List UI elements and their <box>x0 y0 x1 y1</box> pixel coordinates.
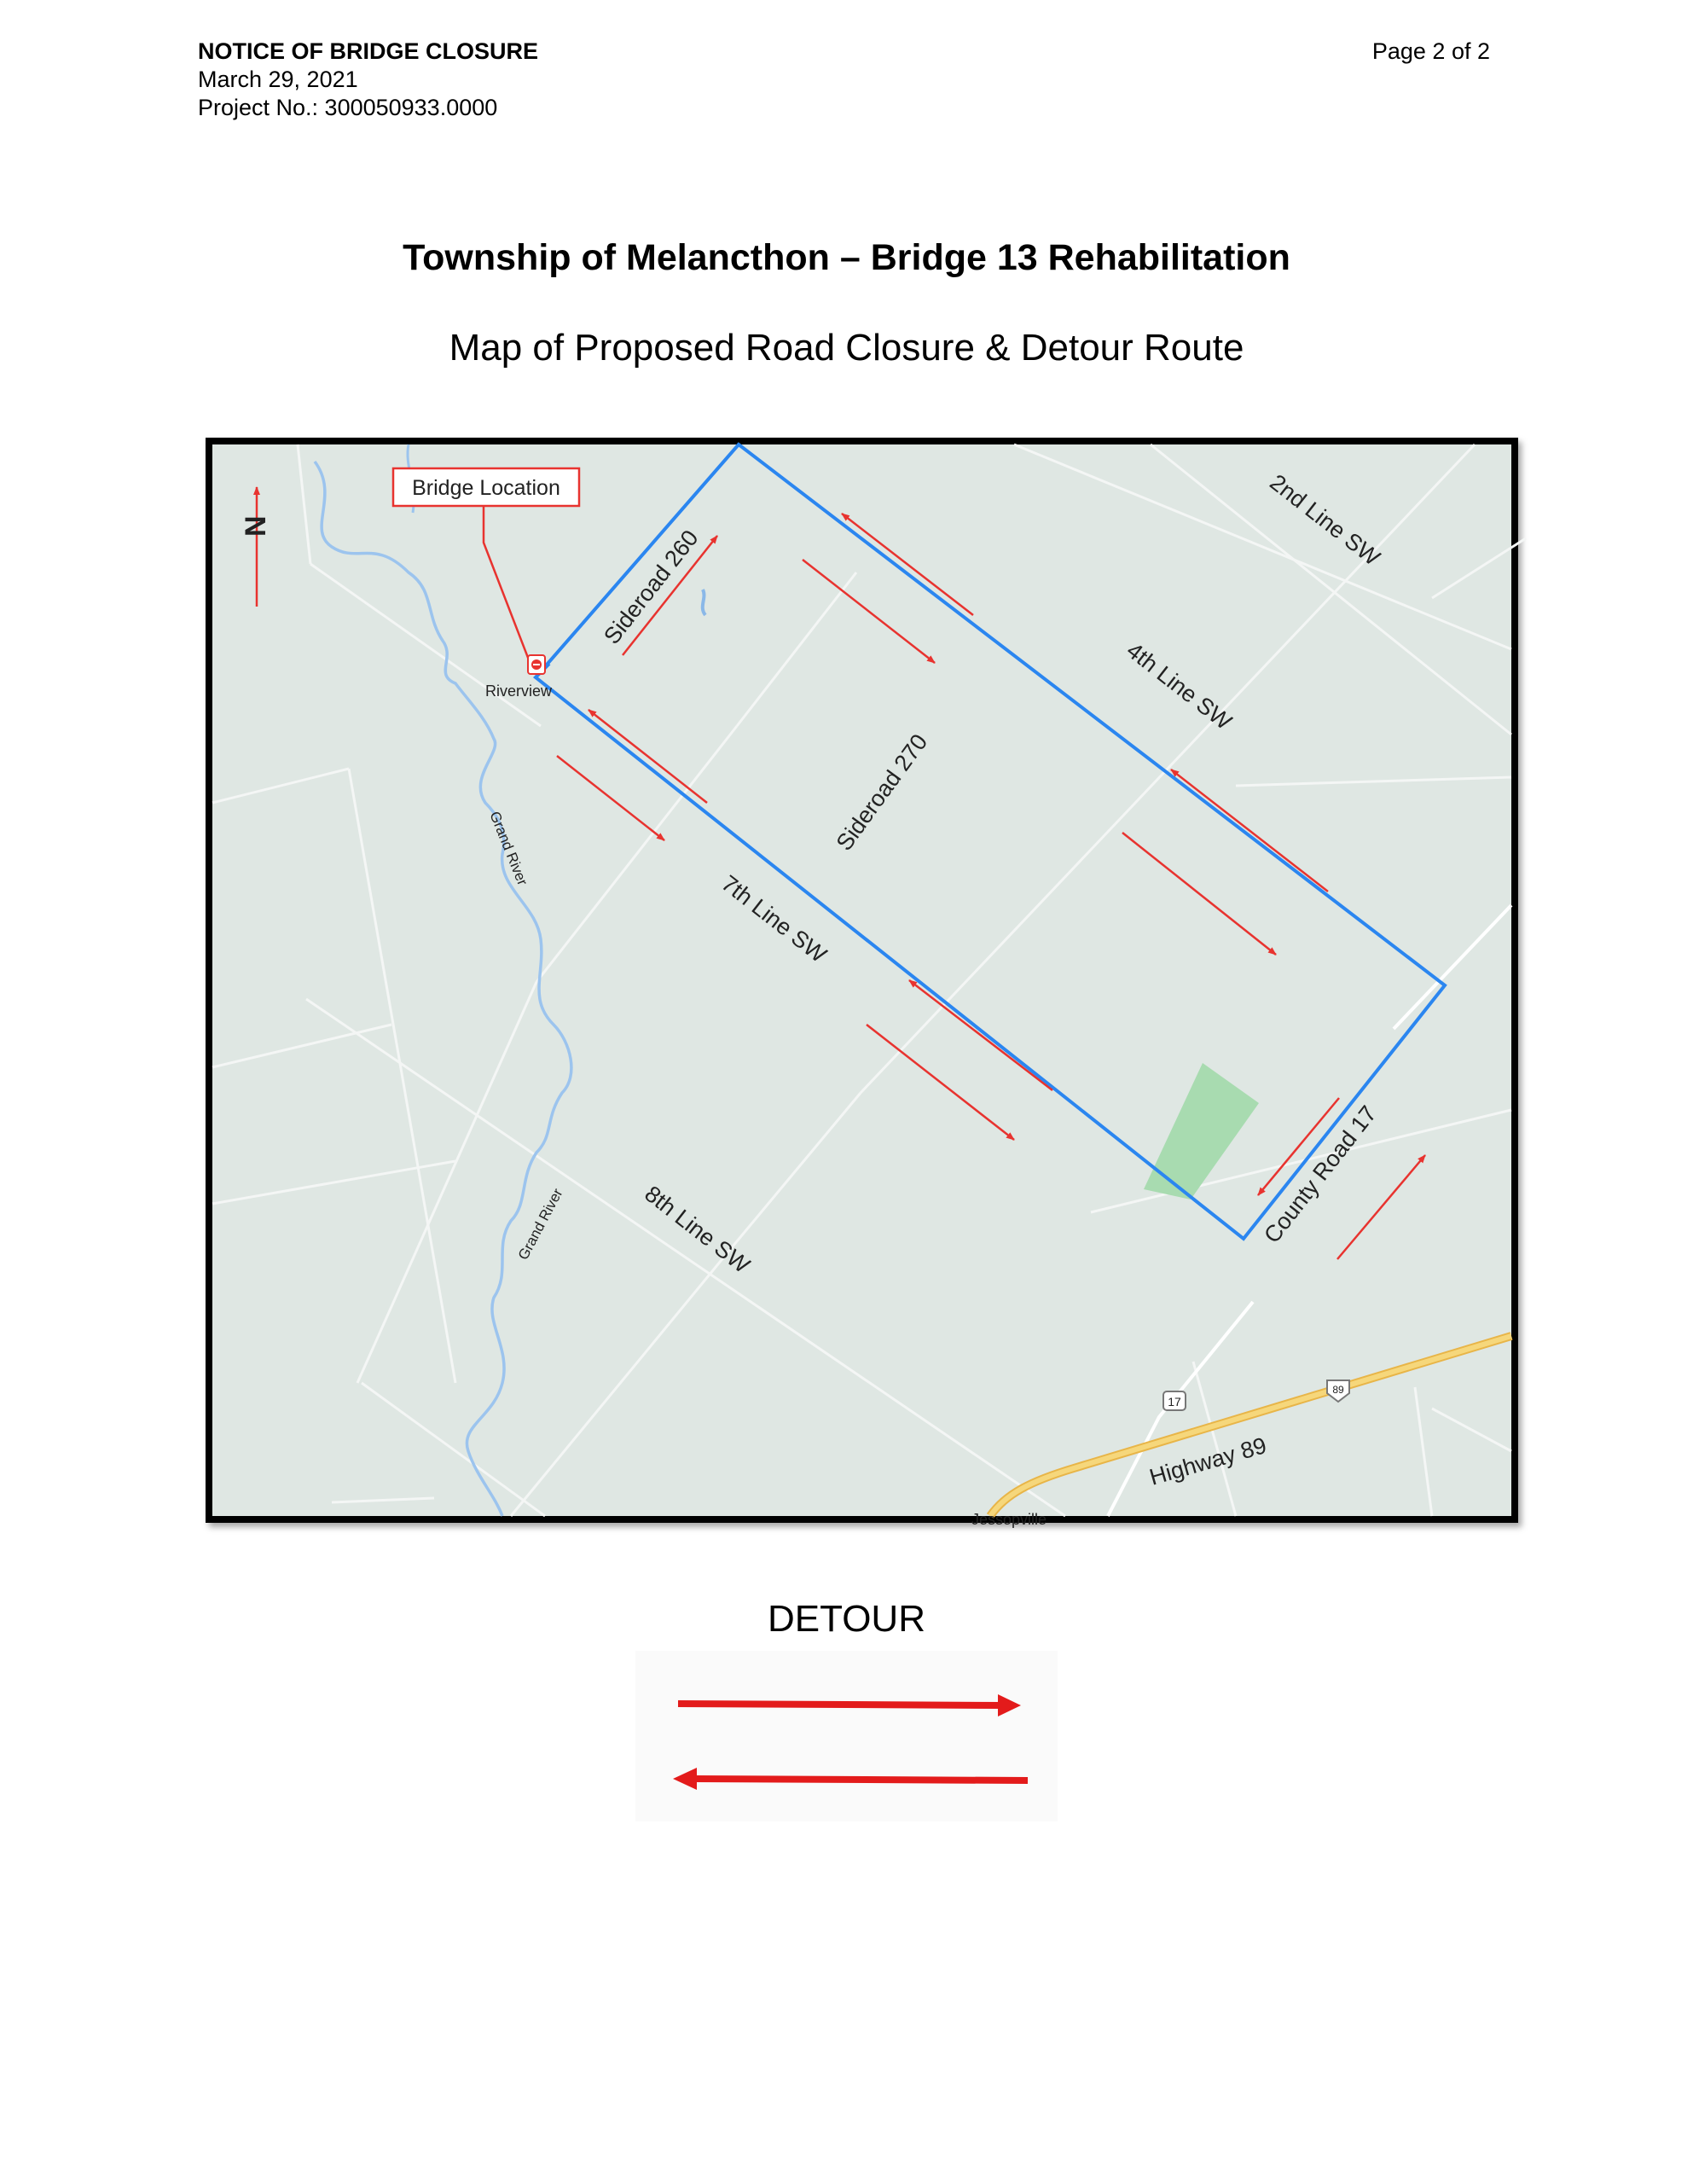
jessopville-label: Jessopville <box>971 1511 1047 1528</box>
road-label-7th-line: 7th Line SW <box>716 870 832 968</box>
highway-89-shield-icon <box>1327 1380 1349 1402</box>
road-label-8th-line: 8th Line SW <box>640 1181 755 1279</box>
legend-arrows <box>635 1651 1058 1821</box>
legend-title: DETOUR <box>768 1598 925 1640</box>
map-canvas <box>212 444 1511 1528</box>
pond <box>703 590 705 615</box>
document-header-left <box>198 38 538 122</box>
road-label-highway-89: Highway 89 <box>1146 1432 1270 1490</box>
page-title: Township of Melancthon – Bridge 13 Rehabilitation <box>403 237 1290 278</box>
detour-arrows <box>257 487 1425 1259</box>
road-label-4th-line: 4th Line SW <box>1122 637 1237 735</box>
legend-arrow-left-icon <box>673 1768 1028 1790</box>
park-area <box>1144 1063 1259 1199</box>
project-number: Project No.: 300050933.0000 <box>198 95 498 120</box>
road-label-county-road-17: County Road 17 <box>1259 1101 1382 1248</box>
county-road-17-north <box>1394 905 1511 1029</box>
notice-date: March 29, 2021 <box>198 67 358 92</box>
page-number: Page 2 of 2 <box>1371 38 1490 64</box>
callout-leader <box>484 506 530 662</box>
north-label: N <box>240 515 272 537</box>
detour-legend <box>635 1651 1058 1821</box>
minor-roads <box>212 444 1526 1516</box>
road-label-sideroad-270: Sideroad 270 <box>831 729 933 856</box>
page-subtitle: Map of Proposed Road Closure & Detour Route <box>449 327 1244 369</box>
detour-map <box>206 438 1518 1528</box>
river-label-1: Grand River <box>486 809 531 888</box>
county-road-17-shield-icon <box>1163 1391 1186 1410</box>
riverview-label: Riverview <box>485 682 553 700</box>
river-label-2: Grand River <box>514 1186 566 1263</box>
shield-89-label: 89 <box>1332 1384 1344 1396</box>
bridge-location-label: Bridge Location <box>412 476 560 500</box>
legend-arrow-right-icon <box>678 1694 1021 1716</box>
shield-17-label: 17 <box>1168 1395 1181 1409</box>
notice-title: NOTICE OF BRIDGE CLOSURE <box>198 38 539 64</box>
road-label-sideroad-260: Sideroad 260 <box>599 525 704 649</box>
road-label-2nd-line: 2nd Line SW <box>1265 469 1385 571</box>
bridge-marker-icon <box>528 655 545 674</box>
highway-89-casing <box>990 1336 1511 1516</box>
